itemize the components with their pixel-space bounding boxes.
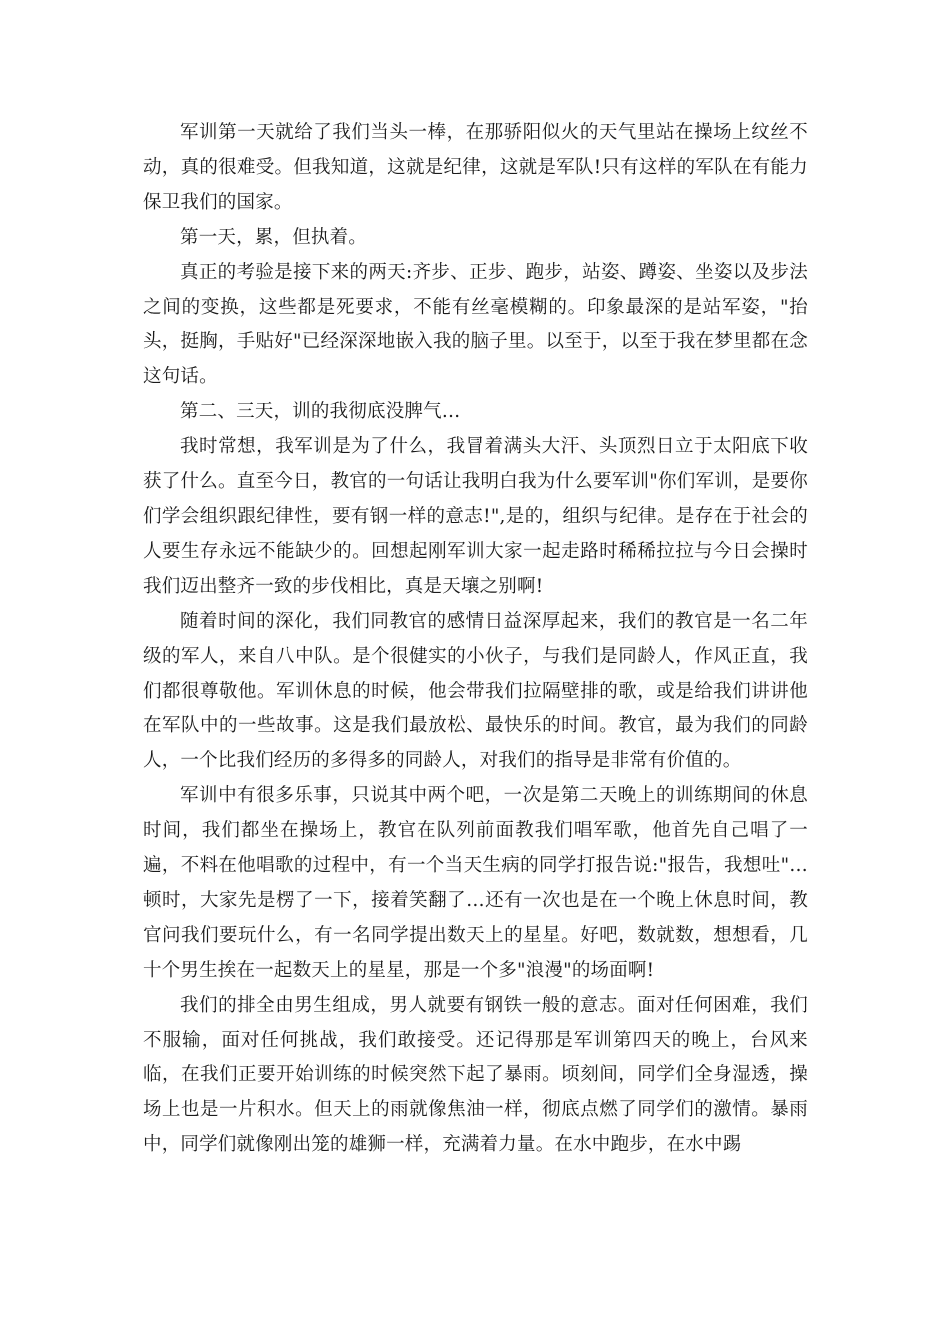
document-body bbox=[143, 116, 808, 1163]
paragraph-7: 军训中有很多乐事，只说其中两个吧，一次是第二天晚上的训练期间的休息时间，我们都坐在操场上，教官在队列前面教我们唱军歌，他首先自己唱了一遍，不料在他唱歌的过程中，有一个当天生病的同学打报告说:"报告，我想吐"…顿时，大家先是楞了一下，接着笑翻了…还有一次也是在一个晚上休息时间，教官问我们要玩什么，有一名同学提出数天上的星星。好吧，数就数，想想看，几十个男生挨在一起数天上的星星，那是一个多"浪漫"的场面啊! bbox=[143, 785, 808, 981]
paragraph-3: 真正的考验是接下来的两天:齐步、正步、跑步，站姿、蹲姿、坐姿以及步法之间的变换，这些都是死要求，不能有丝毫模糊的。印象最深的是站军姿，"抬头，挺胸，手贴好"已经深深地嵌入我的脑子里。以至于，以至于我在梦里都在念这句话。 bbox=[143, 261, 808, 388]
paragraph-5: 我时常想，我军训是为了什么，我冒着满头大汗、头顶烈日立于太阳底下收获了什么。直至今日，教官的一句话让我明白我为什么要军训"你们军训，是要你们学会组织跟纪律性，要有钢一样的意志!",是的，组织与纪律。是存在于社会的人要生存永远不能缺少的。回想起刚军训大家一起走路时稀稀拉拉与今日会操时我们迈出整齐一致的步伐相比，真是天壤之别啊! bbox=[143, 436, 808, 597]
paragraph-1: 军训第一天就给了我们当头一棒，在那骄阳似火的天气里站在操场上纹丝不动，真的很难受。但我知道，这就是纪律，这就是军队!只有这样的军队在有能力保卫我们的国家。 bbox=[143, 122, 808, 213]
paragraph-4: 第二、三天，训的我彻底没脾气… bbox=[180, 401, 461, 423]
paragraph-6: 随着时间的深化，我们同教官的感情日益深厚起来，我们的教官是一名二年级的军人，来自八中队。是个很健实的小伙子，与我们是同龄人，作风正直，我们都很尊敬他。军训休息的时候，他会带我们拉隔壁排的歌，或是给我们讲讲他在军队中的一些故事。这是我们最放松、最快乐的时间。教官，最为我们的同龄人，一个比我们经历的多得多的同龄人，对我们的指导是非常有价值的。 bbox=[143, 610, 808, 772]
paragraph-8: 我们的排全由男生组成，男人就要有钢铁一般的意志。面对任何困难，我们不服输，面对任何挑战，我们敢接受。还记得那是军训第四天的晚上，台风来临，在我们正要开始训练的时候突然下起了暴雨。顷刻间，同学们全身湿透，操场上也是一片积水。但天上的雨就像焦油一样，彻底点燃了同学们的激情。暴雨中，同学们就像刚出笼的雄狮一样，充满着力量。在水中跑步，在水中踢 bbox=[143, 994, 808, 1156]
paragraph-2: 第一天，累，但执着。 bbox=[180, 226, 368, 248]
